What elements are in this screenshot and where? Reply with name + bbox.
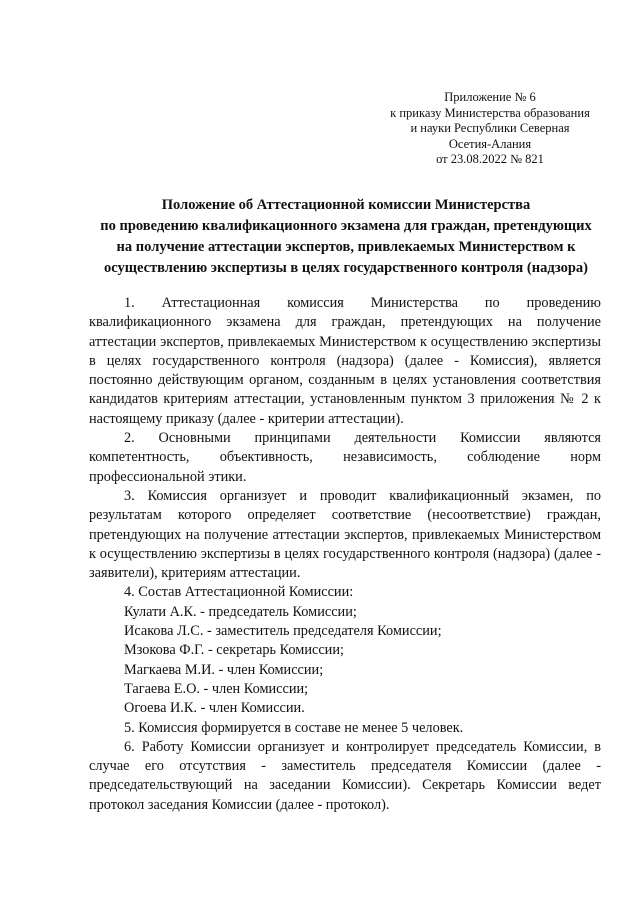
title-line: по проведению квалификационного экзамена для граждан, претендующих [100,218,592,234]
appendix-region: Осетия-Алания [448,136,532,151]
paragraph-3: 3. Комиссия организует и проводит квалификационный экзамен, по результатам которого определяет соответствие (несоответствие) граждан, претендующих на получение аттестации экспертов, привлекаемых Министерством к осуществлению экспертизы в целях государственного контроля (надзора) (далее - заявители), критериям аттестации. [89,487,601,582]
paragraph-5: 5. Комиссия формируется в составе не менее 5 человек. [124,719,464,736]
appendix-date: от 23.08.2022 № 821 [436,152,544,166]
member: Огоева И.К. - член Комиссии. [124,700,305,717]
member-deputy-chair: Исакова Л.С. - заместитель председателя Комиссии; [124,623,442,640]
member: Магкаева М.И. - член Комиссии; [124,661,324,678]
appendix-order-ref: к приказу Министерства образования [390,105,590,120]
title-line: Положение об Аттестационной комиссии Министерства [161,197,531,213]
document-body [89,294,601,815]
title-line: осуществлению экспертизы в целях государственного контроля (надзора) [104,260,588,276]
member: Тагаева Е.О. - член Комиссии; [124,680,309,697]
appendix-ministry: и науки Республики Северная [410,121,570,135]
member-chair: Кулати А.К. - председатель Комиссии; [124,603,357,620]
document-title [86,195,606,279]
title-line: на получение аттестации экспертов, привлекаемых Министерством к [116,239,576,255]
paragraph-4: 4. Состав Аттестационной Комиссии: [124,584,354,601]
paragraph-6: 6. Работу Комиссии организует и контролирует председатель Комиссии, в случае его отсутствия - заместитель председателя Комиссии (далее - председательствующий на заседании Комиссии). Секретарь Комиссии ведет протокол заседания Комиссии (далее - протокол). [89,738,601,813]
appendix-number: Приложение № 6 [444,90,536,104]
paragraph-1: 1. Аттестационная комиссия Министерства по проведению квалификационного экзамена для граждан, претендующих на получение аттестации экспертов, привлекаемых Министерством к осуществлению экспертизы в целях государственного контроля (надзора) (далее - Комиссия), является постоянно действующим органом, созданным в целях установления соответствия кандидатов критериям аттестации, установленным пунктом 3 приложения № 2 к настоящему приказу (далее - критерии аттестации). [89,295,601,427]
appendix-header [385,90,595,168]
paragraph-2: 2. Основными принципами деятельности Комиссии являются компетентность, объективность, независимость, соблюдение норм профессиональной этики. [89,430,601,485]
member-secretary: Мзокова Ф.Г. - секретарь Комиссии; [124,642,344,659]
